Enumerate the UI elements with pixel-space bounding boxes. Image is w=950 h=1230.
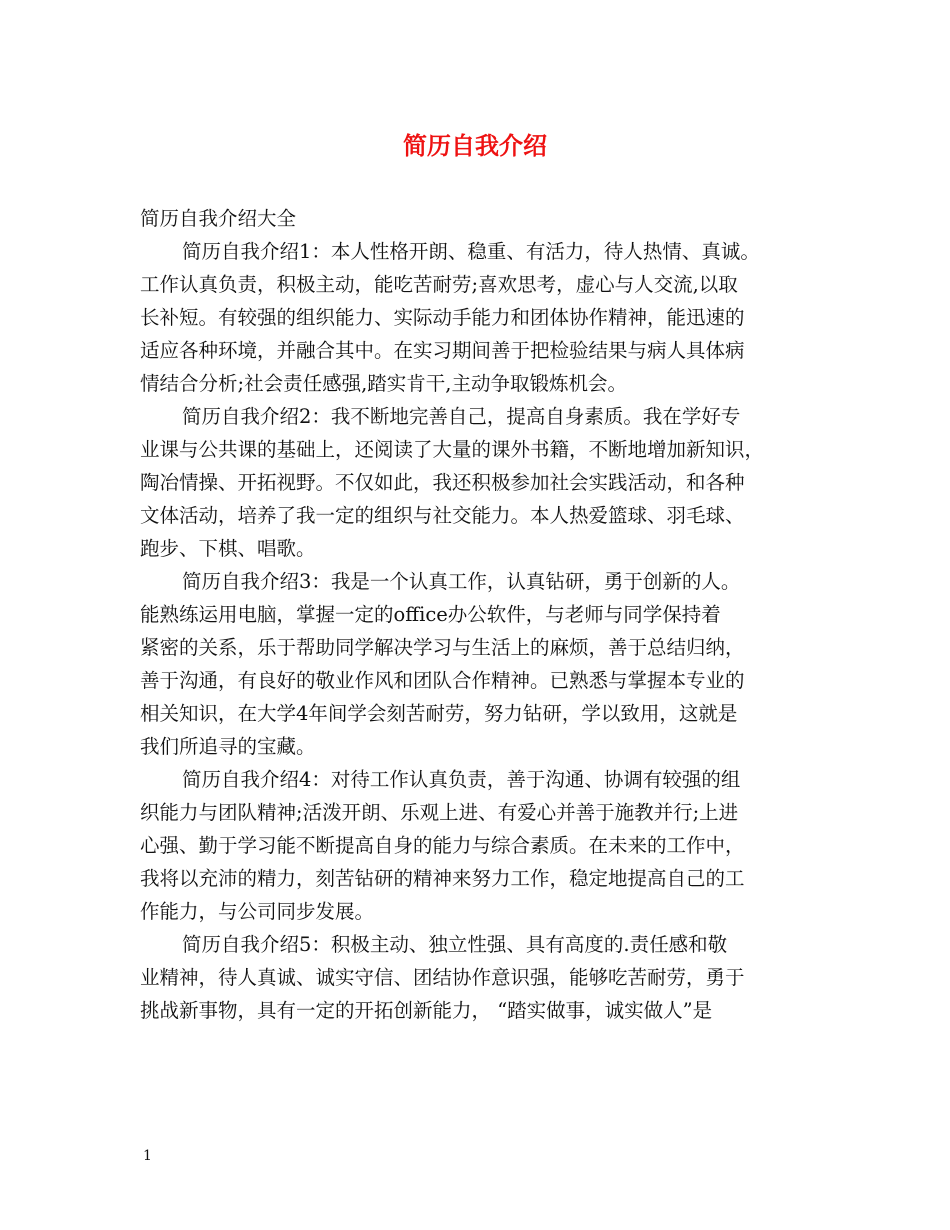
paragraph-line: 长补短。有较强的组织能力、实际动手能力和团体协作精神，能迅速的	[140, 306, 745, 329]
paragraph-line: 简历自我介绍2：我不断地完善自己，提高自身素质。我在学好专	[182, 405, 741, 428]
paragraph-line: 织能力与团队精神;活泼开朗、乐观上进、有爱心并善于施教并行;上进	[140, 801, 739, 824]
paragraph	[140, 235, 820, 400]
paragraph-line: 跑步、下棋、唱歌。	[140, 537, 316, 560]
paragraph-line: 适应各种环境，并融合其中。在实习期间善于把检验结果与病人具体病	[140, 339, 745, 362]
paragraph-list	[140, 235, 820, 1027]
paragraph	[140, 400, 820, 565]
page-title: 简历自我介绍	[403, 131, 547, 160]
paragraph	[140, 763, 820, 928]
paragraph-line: 心强、勤于学习能不断提高自身的能力与综合素质。在未来的工作中，	[140, 834, 745, 857]
paragraph-line: 陶冶情操、开拓视野。不仅如此，我还积极参加社会实践活动，和各种	[140, 471, 745, 494]
paragraph-line: 我们所追寻的宝藏。	[140, 735, 316, 758]
paragraph-line: 简历自我介绍4：对待工作认真负责，善于沟通、协调有较强的组	[182, 768, 741, 791]
page-number: 1	[143, 1148, 152, 1164]
document-body	[140, 202, 820, 1027]
paragraph-line: 作能力，与公司同步发展。	[140, 900, 375, 923]
paragraph-line: 业精神，待人真诚、诚实守信、团结协作意识强，能够吃苦耐劳，勇于	[140, 966, 745, 989]
paragraph-line: 能熟练运用电脑，掌握一定的office办公软件，与老师与同学保持着	[140, 603, 721, 626]
paragraph-line: 文体活动，培养了我一定的组织与社交能力。本人热爱篮球、羽毛球、	[140, 504, 745, 527]
section-heading: 简历自我介绍大全	[140, 207, 297, 230]
paragraph	[140, 928, 820, 1027]
paragraph-line: 紧密的关系，乐于帮助同学解决学习与生活上的麻烦，善于总结归纳，	[140, 636, 745, 659]
paragraph-line: 简历自我介绍1：本人性格开朗、稳重、有活力，待人热情、真诚。	[182, 240, 760, 263]
paragraph-line: 挑战新事物，具有一定的开拓创新能力， “踏实做事，诚实做人”是	[140, 999, 713, 1022]
paragraph-line: 相关知识，在大学4年间学会刻苦耐劳，努力钻研，学以致用，这就是	[140, 702, 738, 725]
paragraph-line: 情结合分析;社会责任感强,踏实肯干,主动争取锻炼机会。	[140, 372, 627, 395]
paragraph-line: 简历自我介绍3：我是一个认真工作，认真钻研，勇于创新的人。	[182, 570, 741, 593]
paragraph-line: 我将以充沛的精力，刻苦钻研的精神来努力工作，稳定地提高自己的工	[140, 867, 745, 890]
paragraph-line: 善于沟通，有良好的敬业作风和团队合作精神。已熟悉与掌握本专业的	[140, 669, 745, 692]
paragraph-line: 工作认真负责，积极主动，能吃苦耐劳;喜欢思考，虚心与人交流,以取	[140, 273, 738, 296]
paragraph-line: 业课与公共课的基础上，还阅读了大量的课外书籍，不断地增加新知识，	[140, 438, 765, 461]
paragraph-line: 简历自我介绍5：积极主动、独立性强、具有高度的.责任感和敬	[182, 933, 728, 956]
paragraph	[140, 565, 820, 763]
